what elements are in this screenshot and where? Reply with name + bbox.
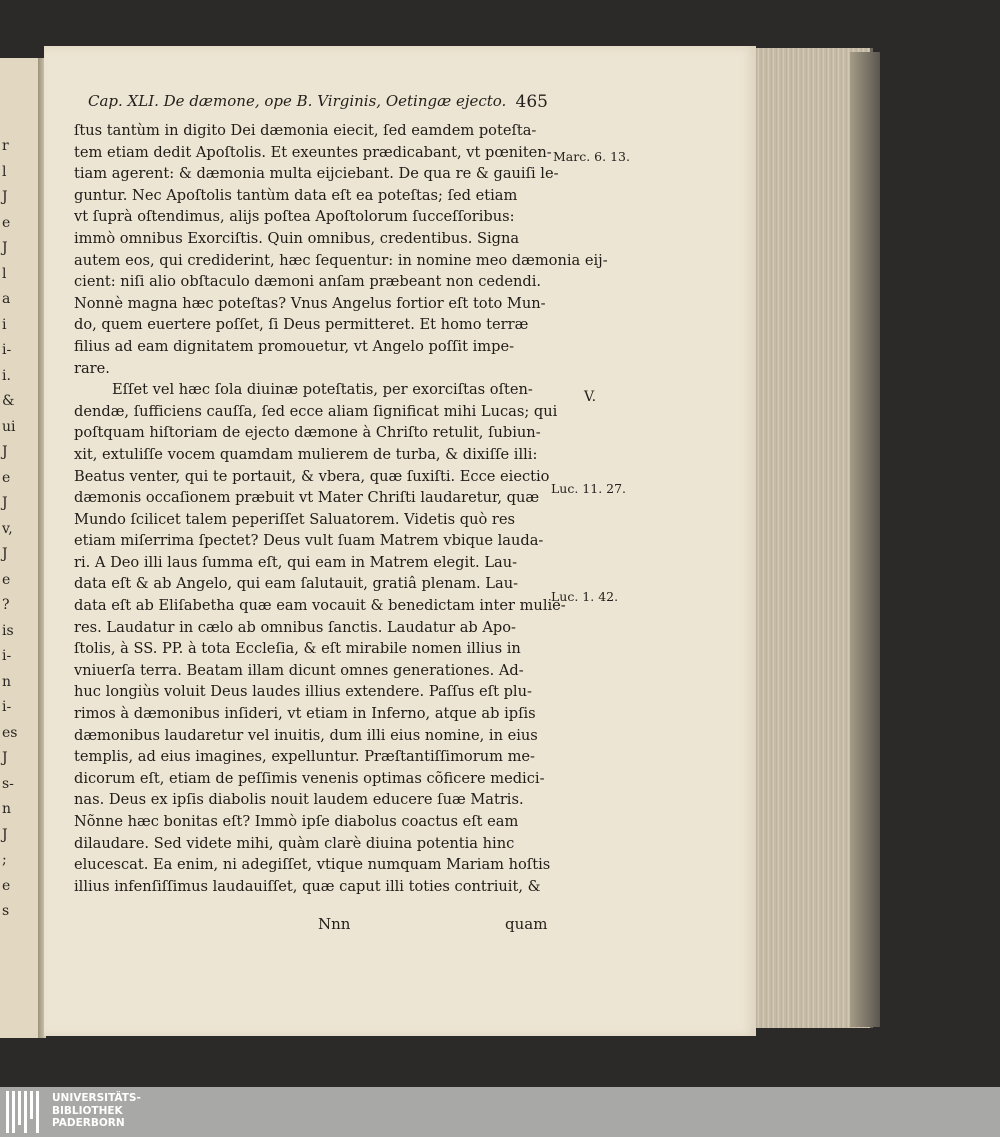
left-page-fragment: e	[2, 214, 11, 231]
library-logo-icon	[6, 1091, 46, 1133]
text-line: templis, ad eius imagines, expelluntur. Præſtantiſſimorum me-	[74, 748, 535, 766]
text-line: xit, extuliſſe vocem quamdam mulierem de turba, & dixiſſe illi:	[74, 445, 538, 463]
left-page-fragment: r	[2, 138, 9, 154]
text-line: vniuerſa terra. Beatam illam dicunt omnes generationes. Ad-	[74, 661, 524, 679]
left-page-fragment: i	[2, 316, 7, 333]
left-page-fragment: J	[2, 240, 8, 256]
left-page-fragment: ui	[2, 418, 16, 435]
text-line: Nonnè magna hæc poteſtas? Vnus Angelus fortior eſt toto Mun-	[74, 294, 546, 312]
text-line: elucescat. Ea enim, ni adegiſſet, vtique numquam Mariam hoſtis	[74, 856, 551, 874]
text-line: data eſt ab Eliſabetha quæ eam vocauit & benedictam inter mulie-	[74, 597, 566, 615]
left-page-fragment: is	[2, 622, 14, 639]
running-header	[88, 92, 548, 118]
text-line: dæmonis occaſionem præbuit vt Mater Chriſti laudaretur, quæ	[74, 489, 540, 507]
library-name-line2: BIBLIOTHEK	[52, 1104, 123, 1117]
left-page-fragment: e	[2, 571, 11, 588]
text-line: Mundo ſcilicet talem peperiſſet Saluatorem. Videtis quò res	[74, 510, 515, 528]
left-page-fragment: &	[2, 393, 15, 409]
left-page-fragment: s	[2, 903, 10, 919]
text-line: illius infenſiſſimus laudauiſſet, quæ caput illi toties contriuit, &	[74, 877, 541, 895]
text-line: data eſt & ab Angelo, qui eam ſalutauit, gratiâ plenam. Lau-	[74, 575, 519, 593]
text-line: poſtquam hiſtoriam de ejecto dæmone à Chriſto retulit, ſubiun-	[74, 424, 541, 442]
text-line: etiam miſerrima ſpectet? Deus vult ſuam Matrem vbique lauda-	[74, 532, 544, 550]
text-line: filius ad eam dignitatem promouetur, vt Angelo poſſit impe-	[74, 337, 515, 355]
left-page-fragment: s-	[2, 775, 14, 792]
text-line: dicorum eſt, etiam de peſſimis venenis optimas cõficere medici-	[74, 769, 545, 787]
left-page-fragment: a	[2, 291, 11, 307]
text-line: Eſſet vel hæc ſola diuinæ poteſtatis, per exorciſtas oſten-	[112, 381, 533, 399]
text-line: rimos à dæmonibus inſideri, vt etiam in Inferno, atque ab ipſis	[74, 705, 536, 723]
left-page-edge	[0, 58, 42, 1038]
text-line: Nõnne hæc bonitas eſt? Immò ipſe diabolus coactus eſt eam	[74, 813, 519, 830]
margin-note-marc: Marc. 6. 13.	[553, 149, 630, 164]
text-line: dilaudare. Sed videte mihi, quàm clarè diuina potentia hinc	[74, 834, 515, 852]
text-line: do, quem euertere poſſet, ſi Deus permitteret. Et homo terræ	[74, 316, 529, 334]
left-page-fragment: J	[2, 189, 8, 205]
signature-mark: Nnn	[318, 915, 351, 933]
text-line: res. Laudatur in cælo ab omnibus ſanctis. Laudatur ab Apo-	[74, 618, 516, 636]
text-line: nas. Deus ex ipſis diabolis nouit laudem educere ſuæ Matris.	[74, 791, 524, 809]
left-page-fragment: i-	[2, 699, 12, 715]
text-line: tiam agerent: & dæmonia multa eijciebant. De qua re & gauiſi le-	[74, 165, 559, 183]
left-page-fragment: e	[2, 469, 11, 486]
text-line: guntur. Nec Apoſtolis tantùm data eſt ea poteſtas; ſed etiam	[74, 186, 518, 204]
left-page-fragment: v,	[2, 520, 13, 537]
text-line: ſtus tantùm in digito Dei dæmonia eiecit, ſed eamdem poteſta-	[74, 122, 537, 139]
left-page-fragment: es	[2, 724, 18, 741]
left-page-fragment: i-	[2, 648, 12, 664]
library-name	[52, 1092, 141, 1130]
text-line: Beatus venter, qui te portauit, & vbera, quæ ſuxiſti. Ecce eiectio	[74, 467, 550, 485]
text-line: tem etiam dedit Apoſtolis. Et exeuntes prædicabant, vt pœniten-	[74, 143, 552, 161]
left-page-fragment: n	[2, 673, 12, 690]
text-line: vt ſuprà oſtendimus, alijs poſtea Apoſtolorum ſucceſſoribus:	[74, 208, 515, 226]
left-page-fragment: l	[2, 265, 7, 282]
library-name-line3: PADERBORN	[52, 1117, 125, 1129]
text-line: rare.	[74, 359, 110, 377]
left-page-fragment: J	[2, 444, 8, 460]
margin-note-luc-1: Luc. 1. 42.	[551, 589, 619, 604]
running-title: Cap. XLI. De dæmone, ope B. Virginis, Oetingæ ejecto.	[88, 92, 507, 110]
left-page-fragment: J	[2, 750, 8, 766]
left-page-fragment: n	[2, 801, 12, 817]
left-page-fragment: J	[2, 495, 8, 511]
left-page-fragment: J	[2, 826, 8, 843]
library-footer	[0, 1087, 1000, 1137]
page-number: 465	[515, 92, 548, 112]
text-line: ſtolis, à SS. PP. à tota Eccleſia, & eſt mirabile nomen illius in	[74, 640, 521, 658]
page-edges-shadow	[850, 52, 880, 1027]
text-line: dæmonibus laudaretur vel inuitis, dum illi eius nomine, in eius	[74, 726, 538, 744]
left-page-fragment: J	[2, 546, 8, 562]
margin-note-luc-11: Luc. 11. 27.	[551, 481, 627, 496]
text-line: dendæ, ſufficiens cauſſa, ſed ecce aliam ſignificat mihi Lucas; qui	[74, 402, 558, 420]
left-page-fragment: ?	[2, 597, 10, 613]
text-line: huc longiùs voluit Deus laudes illius extendere. Paſſus eſt plu-	[74, 683, 532, 701]
text-line: immò omnibus Exorciſtis. Quin omnibus, credentibus. Signa	[74, 229, 520, 247]
left-page-fragment: i.	[2, 367, 11, 384]
library-name-line1: UNIVERSITÄTS-	[52, 1092, 141, 1104]
text-line: ri. A Deo illi laus ſumma eſt, qui eam in Matrem elegit. Lau-	[74, 553, 518, 571]
left-page-fragment: l	[2, 163, 7, 180]
left-page-fragment: i-	[2, 342, 12, 358]
catchword: quam	[505, 915, 548, 933]
left-page-fragment: ;	[2, 852, 7, 868]
left-page-fragment: e	[2, 877, 11, 894]
margin-note-section-v: V.	[584, 389, 597, 405]
text-line: cient: niſi alio obſtaculo dæmoni anſam præbeant non cedendi.	[74, 273, 542, 291]
text-line: autem eos, qui crediderint, hæc ſequentur: in nomine meo dæmonia eij-	[74, 251, 608, 269]
